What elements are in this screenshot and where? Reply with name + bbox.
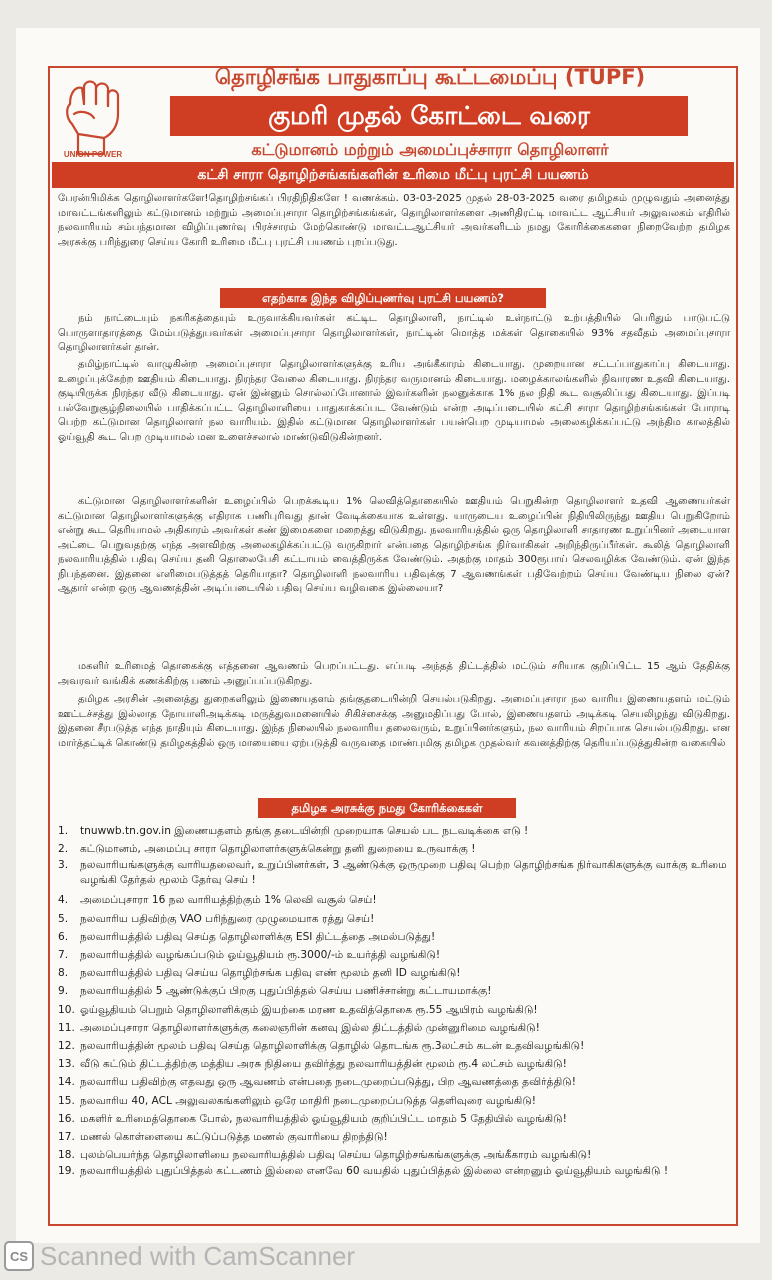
workers-subtitle: கட்டுமானம் மற்றும் அமைப்புச்சாரா தொழிலாளர் xyxy=(251,140,609,159)
demand-item: 13. வீடு கட்டும் திட்டத்திற்கு மத்திய அரசு நிதியை தவிர்த்து நலவாரியத்தின் மூலம் ரூ.4 லட்சம் வழங்கிடு! xyxy=(58,1058,567,1071)
paragraph-2: தமிழ்நாட்டில் வாழுகின்ற அமைப்புசாரா தொழிலாளர்களுக்கு உரிய அங்கீகாரம் கிடையாது. முறையான சட்டப்பாதுகாப்பு கிடையாது. உழைப்புக்கேற்ற ஊதியம் கிடையாது. நிரந்தர வேலை கிடையாது. நிரந்தர வருமானம் கிடையாது. மழைக்காலங்களில் நிவாரண உதவி கிடையாது. குடியிருக்க நிரந்தர வீடு கிடையாது. ஏன் இன்னும் சொல்லப்போனால் இவர்களின் நலனுக்காக 1% நல நிதி கூட வசூலிப்பது கிடையாது. இப்படி பல்வேறுசூழ்நிலையில் பாதிக்கப்பட்ட தொழிலாளியை பாதுகாக்கப்பட வேண்டும் என்ற அடிப்படையில் கட்சி சாரா தொழிற்சங்கங்கள் போராடி பெற்ற கட்டுமான தொழிலாளர் நல வாரியம். இதில் கட்டுமான தொழிலாளர்கள் பயன்பெற முடியாமல் அலைகழிக்கப்பட்டு அந்திம காலத்தில் ஓய்வூதி கூட பெற முடியாமல் மன உளைச்சலால் மாண்டுவிடுகின்றனர். xyxy=(58,359,730,443)
paragraph-4: மகளிர் உரிமைத் தொகைக்கு எத்தனை ஆவணம் பெறப்பட்டது. எப்படி அந்தத் திட்டத்தில் மட்டும் சரியாக குறிப்பிட்ட 15 ஆம் தேதிக்கு அவரவர் வங்கிக் கணக்கிற்கு பணம் அனுப்பப்படுகிறது. xyxy=(58,661,730,687)
demand-item: 12. நலவாரியத்தின் மூலம் பதிவு செய்த தொழிலாளிக்கு தொழில் தொடங்க ரூ.3லட்சம் கடன் உதவிவழங்கிடு! xyxy=(58,1040,585,1053)
demand-item: 4. அமைப்புசாரா 16 நல வாரியத்திற்கும் 1% லெவி வசூல் செய்! xyxy=(58,894,377,907)
organization-title: தொழிசங்க பாதுகாப்பு கூட்டமைப்பு (TUPF) xyxy=(214,65,646,89)
demand-item: 6. நலவாரியத்தில் பதிவு செய்த தொழிலாளிக்கு ESI திட்டத்தை அமல்படுத்து! xyxy=(58,930,436,943)
camscanner-watermark xyxy=(4,1238,424,1274)
paragraph-1: நம் நாட்டையும் நகரிகத்தையும் உருவாக்கியவர்கள் கட்டிட தொழிலாளி, நாட்டில் உள்நாட்டு உற்பத்தியில் பெரிதும் பாடுபட்டு பொருளாதாரத்தை மேம்படுத்துபவர்கள் அமைப்புசாரா தொழிலாளர்கள், நாட்டின் மொத்த மக்கள் தொகையில் 93% சதவீதம் அமைப்புசாரா தொழிலாளர்கள் தான். xyxy=(58,313,730,353)
slogan-banner: குமரி முதல் கோட்டை வரை xyxy=(170,96,688,136)
logo-caption: UNION POWER xyxy=(63,150,123,159)
demand-item: 1. tnuwwb.tn.gov.in இணையதளம் தங்கு தடையின்றி முறையாக செயல் பட நடவடிக்கை எடு ! xyxy=(58,825,529,837)
demands-list xyxy=(58,822,734,1182)
demand-item: 7. நலவாரியத்தில் வழங்கப்படும் ஓய்வூதியம் ரூ.3000/-ம் உயர்த்தி வழங்கிடு! xyxy=(58,949,441,962)
journey-title-banner: கட்சி சாரா தொழிற்சங்கங்களின் உரிமை மீட்பு புரட்சி பயணம் xyxy=(52,162,734,188)
demand-item: 9. நலவாரியத்தில் 5 ஆண்டுக்குப் பிறகு புதுப்பித்தல் செய்ய பணிச்சான்று கட்டாயமாக்கு! xyxy=(58,985,492,998)
demand-item: 11. அமைப்புசாரா தொழிலாளர்களுக்கு கலைஞரின் கனவு இல்ல திட்டத்தில் முன்னுரிமை வழங்கிடு! xyxy=(58,1021,540,1034)
demand-item: 5. நலவாரிய பதிவிற்கு VAO பரிந்துரை முழுமையாக ரத்து செய்! xyxy=(58,912,375,925)
demand-item: 19. நலவாரியத்தில் புதுப்பித்தல் கட்டணம் இல்லை எனவே 60 வயதில் புதுப்பித்தல் இல்லை என்றனும் ஓய்வூதியம் வழங்கிடு ! xyxy=(58,1165,669,1178)
demand-item: 3. நலவாரியங்களுக்கு வாரியதலைவர், உறுப்பினர்கள், 3 ஆண்டுக்கு ஒருமுறை பதிவு பெற்ற தொழிற்சங்க நிர்வாகிகளுக்கு வாக்கு உரிமை வழங்கி தேர்தல் மூலம் தேர்வு செய் ! xyxy=(58,859,727,887)
demand-item: 2. கட்டுமானம், அமைப்பு சாரா தொழிலாளர்களுக்கென்று தனி துறையை உருவாக்கு ! xyxy=(58,843,476,856)
paragraph-3: கட்டுமான தொழிலாளர்களின் உழைப்பில் பெறக்கூடிய 1% லெவித்தொகையில் ஊதியம் பெறுகின்ற தொழிலாளர் உதவி ஆணையர்கள் கட்டுமான தொழிலாளர்களுக்கு எதிராக பணிபுரிவது தான் வேடிக்கையாக உள்ளது. யாருடைய உழைப்பின் நிதியிலிருந்து ஊதிய பெறுகிறோம் என்று கூட தெரியாமல் அதிகாரம் அவர்கள் கண் இமைகளை மறைத்து விடுகிறது. நலவாரியத்தில் ஒரு தொழிலாளி சாதாரண உறுப்பினர் அடையாள அட்டை பெறுவதற்கு எந்த அளவிற்கு அலைகழிக்கப்பட்டு வருகிறார் என்பதை தொழிற்சங்க நிர்வாகிகள் அறிந்திருப்பீர்கள். கூலித் தொழிலாளி நலவாரியத்தில் பதிவு செய்ய தனி தொலைபேசி கட்டாயம் வைத்திருக்க வேண்டும். அதற்கு மாதம் 300ரூபாய் செலவழிக்க வேண்டும். ஏன் இந்த நிபந்தனை. இதனை எளிமைபடுத்தத் தெரியாதா? தொழிலாளி நலவாரிய பதிவுக்கு 7 ஆவணங்கள் பதிவேற்றம் செய்ய வேண்டிய நிலை ஏன்? ஆதார் என்ற ஒரு ஆவணத்தின் அடிப்படையில் பதிவு செய்ய வழிவகை இல்லையா? xyxy=(58,496,730,594)
demand-item: 8. நலவாரியத்தில் பதிவு செய்ய தொழிற்சங்க பதிவு எண் மூலம் தனி ID வழங்கிடு! xyxy=(58,967,461,980)
demand-item: 14. நலவாரிய பதிவிற்கு எதவது ஒரு ஆவணம் என்பதை நடைமுறைப்படுத்து, பிற ஆவணத்தை தவிர்த்திடு! xyxy=(58,1076,576,1089)
demand-item: 17. மணல் கொள்ளையை கட்டுப்படுத்த மணல் குவாரியை திறந்திடு! xyxy=(58,1131,388,1144)
why-heading: எதற்காக இந்த விழிப்புணர்வு புரட்சி பயணம்? xyxy=(220,288,546,308)
demand-item: 18. புலம்பெயர்ந்த தொழிலாளியை நலவாரியத்தில் பதிவு செய்ய தொழிற்சங்கங்களுக்கு அங்கீகாரம் வழங்கிடு! xyxy=(58,1149,592,1162)
paragraph-5: தமிழக அரசின் அனைத்து துறைகளிலும் இணையதளம் தங்குதடையின்றி செயல்படுகிறது. அமைப்புசாரா நல வாரிய இணையதளம் மட்டும் ஊட்டச்சத்து இல்லாத நோயாளிஅடிக்கடி மருத்துவமனையில் சிகிச்சைக்கு அனுமதிப்பது போல், இணையதளம் அடிக்கடி செயலிழந்து விடுகிறது. இதனை சீரபடுத்த எந்த நாதியும் கிடையாது. இந்த நிலையில் நலவாரிய தலைவரும், உறுப்பினர்களும், நல வாரியம் சிறப்பாக செயல்படுகிறது. என மார்த்தட்டிக் கொண்டு தமிழகத்தில் ஒரு மாயையை ஏற்படுத்தி வருவதை மாண்புமிகு தமிழக முதல்வர் கவனத்திற்கு தெரியப்படுத்துகின்ற வகையில் xyxy=(58,694,730,749)
intro-paragraph: பேரன்பிமிக்க தொழிலாளர்களே!தொழிற்சங்கப் பிரதிநிதிகளே ! வணக்கம். 03-03-2025 முதல் 28-03-2025 வரை தமிழகம் முழுவதும் அனைத்து மாவட்டங்களிலும் கட்டுமானம் மற்றும் அமைப்புசாரா தொழிற்சங்கங்கள், தொழிலாளர்களை அணிதிரட்டி மாவட்ட ஆட்சியர் அலுவலகம் எதிரில் நலவாரியம் சம்பந்தமான விழிப்புணர்வு பிரச்சாரம் மேற்கொண்டு மாவட்டஆட்சியர் அவர்களிடம் நமது கோரிக்கைகளை நிறைவேற்ற தமிழக அரசுக்கு பரிந்துரை செய்ய கோரி உரிமை மீட்பு புரட்சி பயணம் புறப்படுது. xyxy=(58,193,730,248)
demand-item: 10. ஓய்வூதியம் பெறும் தொழிலாளிக்கும் இயற்கை மரண உதவித்தொகை ரூ.55 ஆயிரம் வழங்கிடு! xyxy=(58,1003,538,1016)
demand-item: 16. மகளிர் உரிமைத்தொகை போல், நலவாரியத்தில் ஓய்வூதியம் குறிப்பிட்ட மாதம் 5 தேதியில் வழங்கிடு! xyxy=(58,1112,567,1125)
watermark-text: Scanned with CamScanner xyxy=(40,1240,356,1271)
camscanner-icon: CS xyxy=(4,1241,34,1271)
demands-heading: தமிழக அரசுக்கு நமது கோரிக்கைகள் xyxy=(258,798,516,818)
demand-item: 15. நலவாரிய 40, ACL அலுவலகங்களிலும் ஒரே மாதிரி நடைமுறைப்படுத்த தெளிவுரை வழங்கிடு! xyxy=(58,1094,537,1107)
